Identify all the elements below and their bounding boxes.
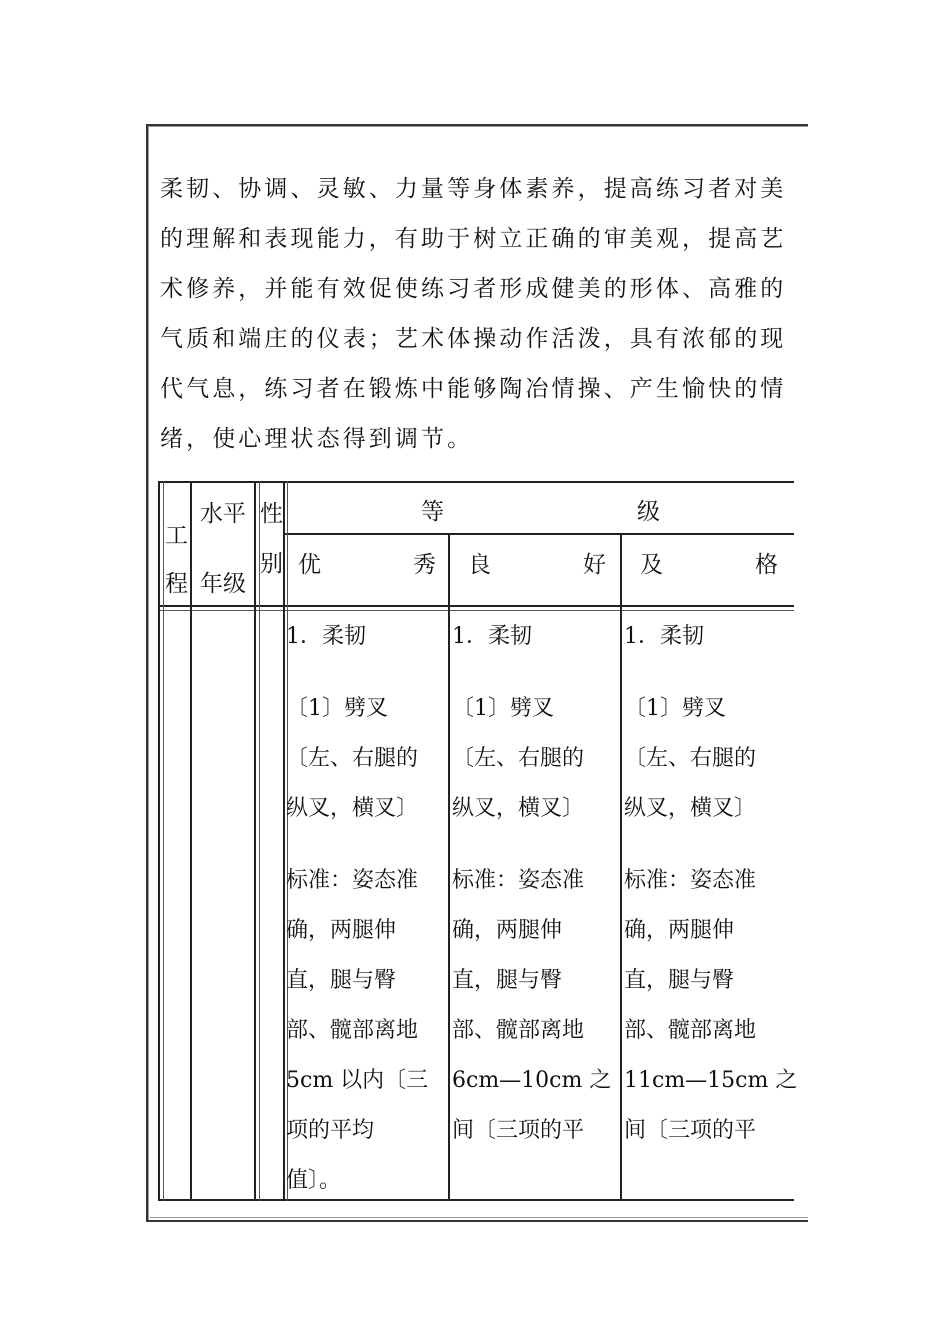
standard-line: 标准：姿态准 — [452, 868, 585, 893]
col-divider — [448, 533, 450, 1201]
header-excellent-1: 优 — [298, 552, 321, 578]
col-divider-inner — [259, 481, 260, 1201]
paragraph-line: 柔韧、协调、灵敏、力量等身体素养，提高练习者对美 — [160, 176, 787, 202]
paragraph-line: 代气息，练习者在锻炼中能够陶冶情操、产生愉快的情 — [160, 376, 787, 402]
standard-line: 5cm 以内〔三 — [286, 1068, 429, 1093]
good-column — [452, 612, 611, 1156]
excellent-column — [286, 612, 428, 1206]
standard-line: 确，两腿伸 — [286, 918, 397, 943]
standard-line: 直，腿与臀 — [286, 968, 397, 993]
col-divider — [620, 533, 622, 1201]
standard-line: 部、髋部离地 — [286, 1018, 419, 1043]
col-divider — [190, 481, 192, 1201]
standard-line: 值〕。 — [286, 1168, 342, 1193]
sub-item: 纵叉，横叉〕 — [286, 796, 419, 821]
sub-item: 〔左、右腿的 — [624, 746, 757, 771]
sub-item: 纵叉，横叉〕 — [452, 796, 585, 821]
sub-item: 〔1〕劈叉 — [624, 696, 726, 721]
body-paragraph — [160, 164, 787, 464]
header-level-top: 水平 — [200, 501, 246, 527]
header-project-2: 程 — [165, 571, 188, 597]
header-pass-2: 格 — [755, 552, 778, 578]
sub-item: 〔左、右腿的 — [452, 746, 585, 771]
header-grade-left: 等 — [421, 499, 444, 525]
item-title: 1．柔韧 — [286, 624, 366, 649]
standard-line: 直，腿与臀 — [452, 968, 563, 993]
paragraph-line: 气质和端庄的仪表；艺术体操动作活泼，具有浓郁的现 — [160, 326, 787, 352]
table-left-border-inner — [163, 481, 164, 1201]
standard-line: 确，两腿伸 — [624, 918, 735, 943]
standard-line: 11cm—15cm 之 — [624, 1068, 798, 1093]
sub-item: 〔1〕劈叉 — [286, 696, 388, 721]
header-pass-1: 及 — [640, 552, 663, 578]
standard-line: 间〔三项的平 — [452, 1118, 585, 1143]
standard-line: 部、髋部离地 — [452, 1018, 585, 1043]
paragraph-line: 的理解和表现能力，有助于树立正确的审美观，提高艺 — [160, 226, 787, 252]
paragraph-line: 术修养，并能有效促使练习者形成健美的形体、高雅的 — [160, 276, 787, 302]
pass-column — [624, 612, 797, 1156]
col-divider — [254, 481, 256, 1201]
standard-line: 部、髋部离地 — [624, 1018, 757, 1043]
paragraph-line: 绪，使心理状态得到调节。 — [160, 426, 474, 452]
header-excellent-2: 秀 — [413, 552, 436, 578]
header-gender-2: 别 — [260, 551, 283, 577]
standard-line: 6cm—10cm 之 — [452, 1068, 612, 1093]
standard-line: 确，两腿伸 — [452, 918, 563, 943]
sub-item: 〔左、右腿的 — [286, 746, 419, 771]
standard-line: 项的平均 — [286, 1118, 375, 1143]
standard-line: 直，腿与臀 — [624, 968, 735, 993]
grading-table — [158, 481, 798, 1203]
table-left-border — [158, 481, 160, 1201]
header-good-1: 良 — [468, 552, 491, 578]
grade-header-divider — [285, 533, 794, 535]
standard-line: 标准：姿态准 — [286, 868, 419, 893]
item-title: 1．柔韧 — [452, 624, 532, 649]
sub-item: 纵叉，横叉〕 — [624, 796, 757, 821]
header-project-1: 工 — [165, 523, 188, 549]
header-good-2: 好 — [583, 552, 606, 578]
sub-item: 〔1〕劈叉 — [452, 696, 554, 721]
header-grade-right: 级 — [637, 499, 660, 525]
standard-line: 标准：姿态准 — [624, 868, 757, 893]
header-level-bottom: 年级 — [200, 571, 246, 597]
item-title: 1．柔韧 — [624, 624, 704, 649]
col-divider — [283, 481, 285, 1201]
header-gender-1: 性 — [260, 501, 283, 527]
standard-line: 间〔三项的平 — [624, 1118, 757, 1143]
